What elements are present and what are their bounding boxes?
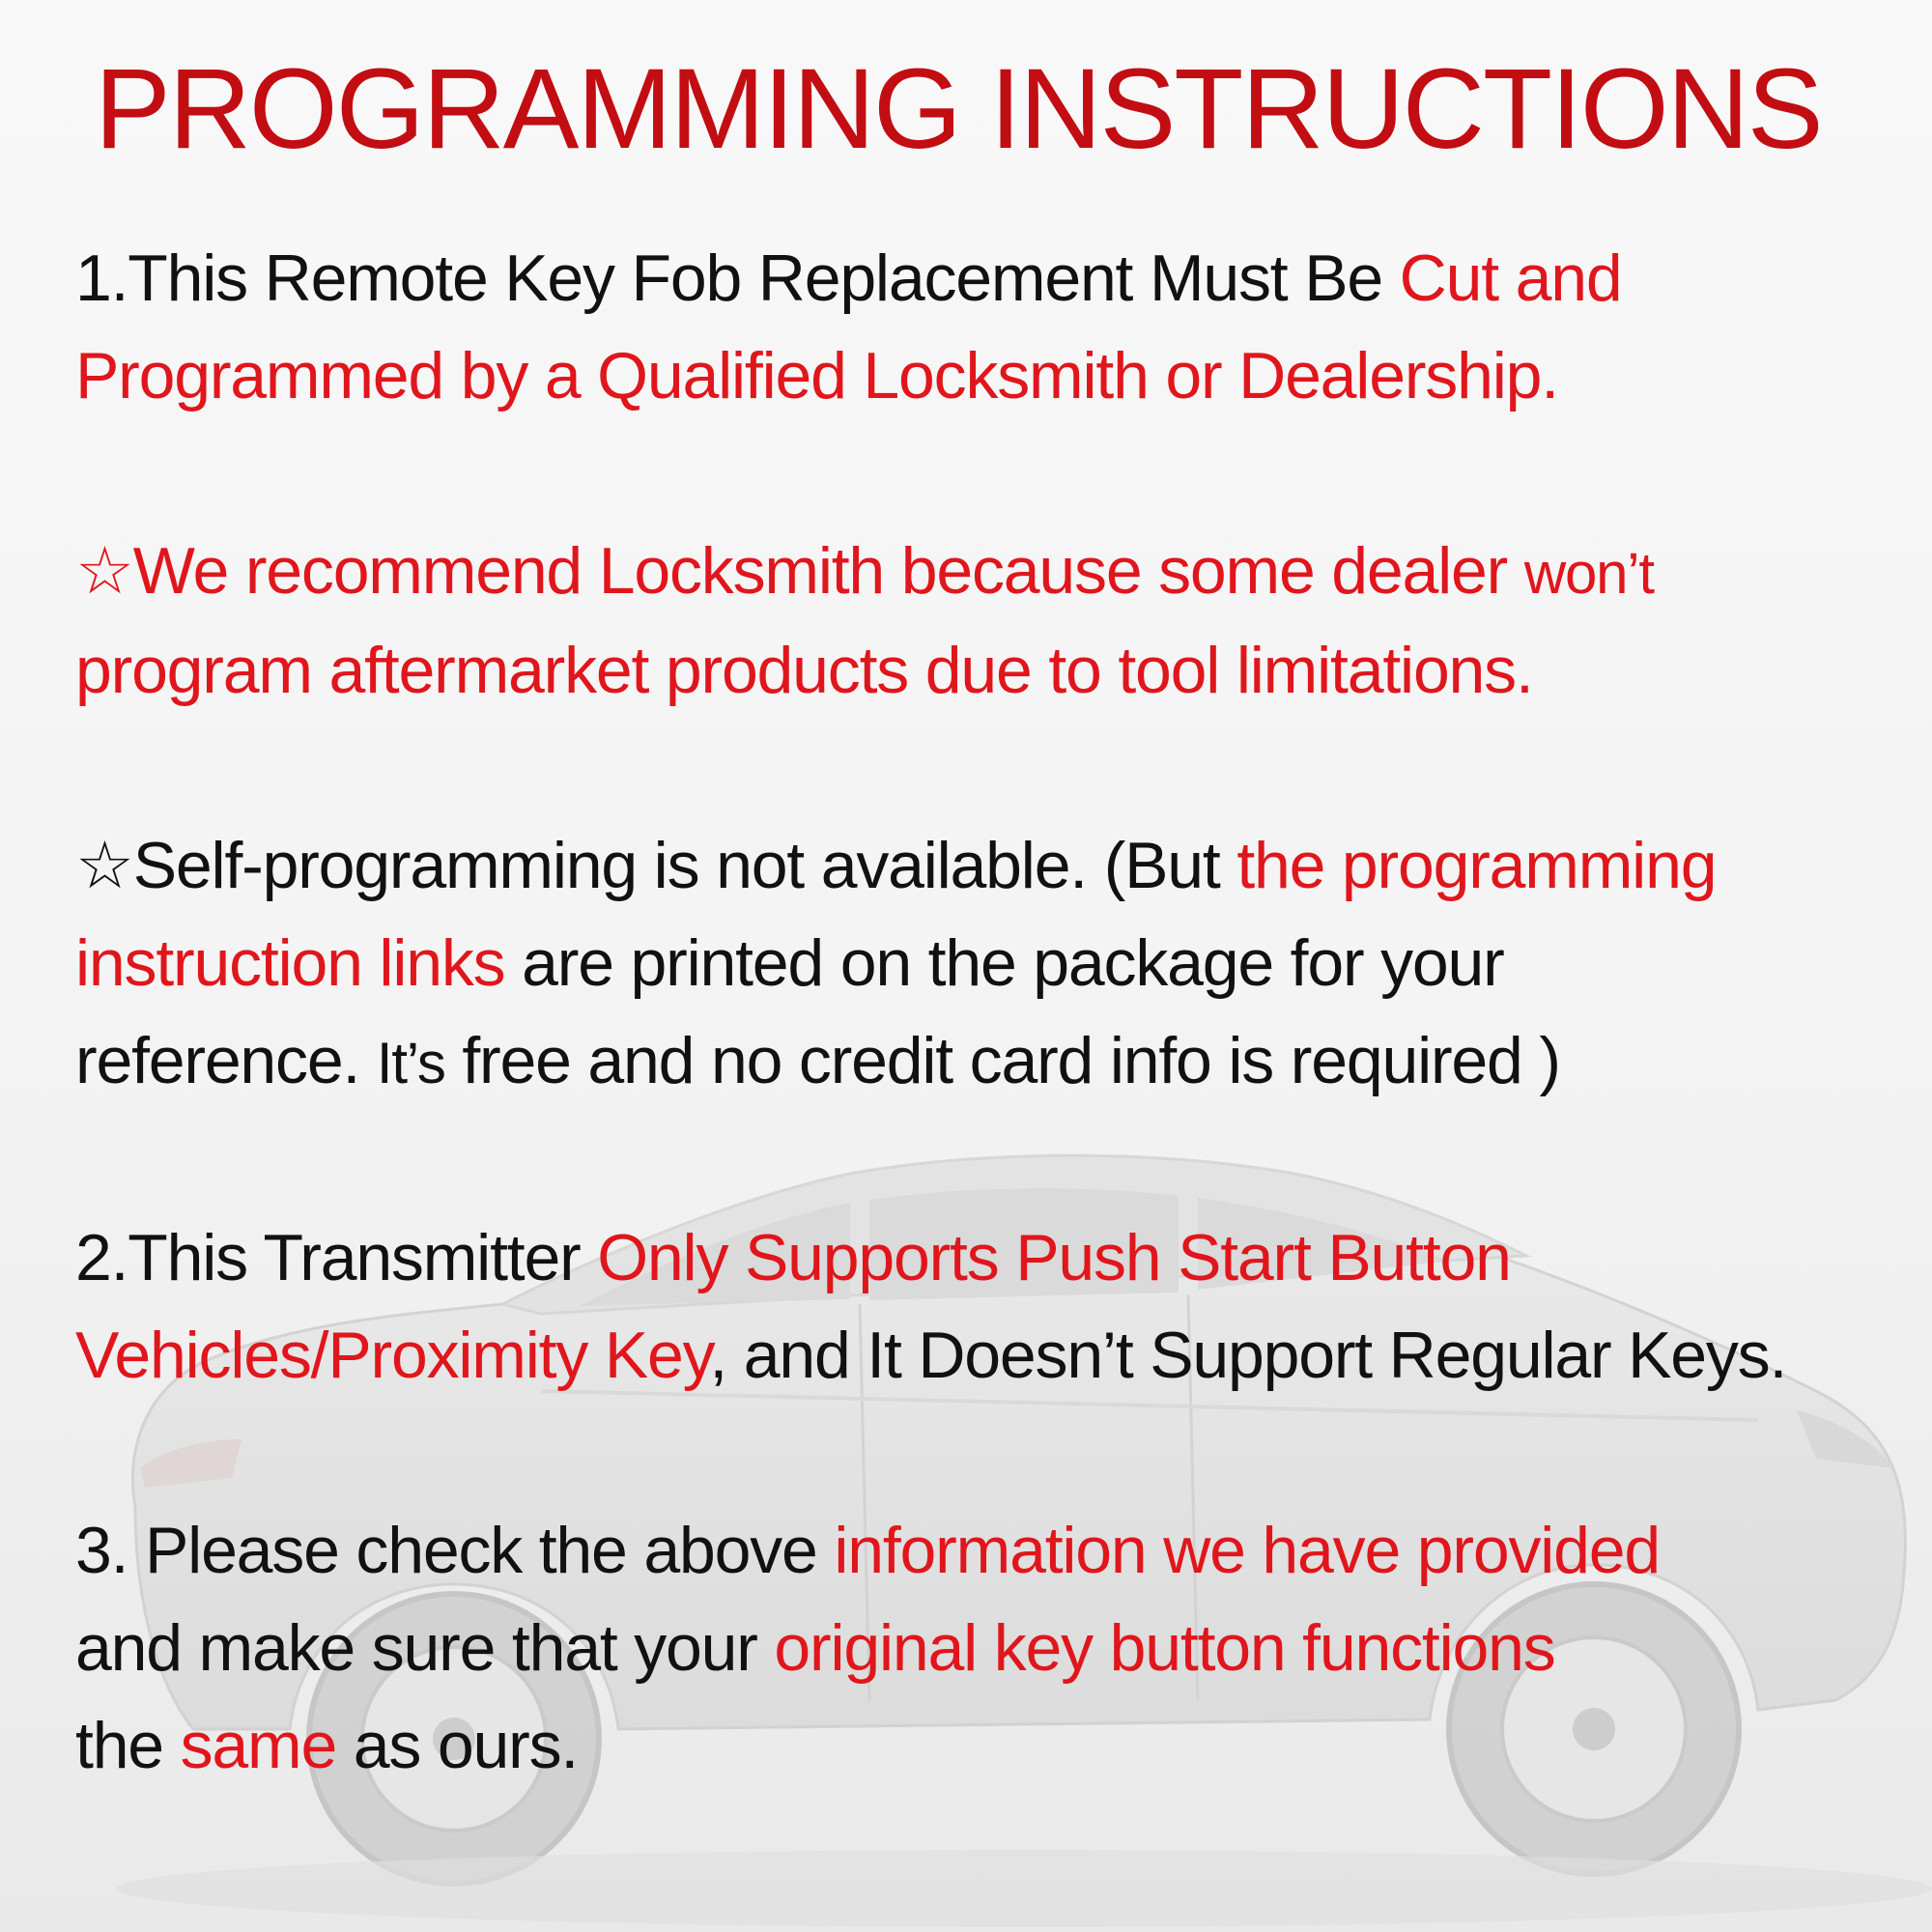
item1-highlight: Cut and: [1399, 242, 1622, 315]
locksmith-recommendation-note: [75, 523, 1891, 720]
note2-free-text: free and no credit card info is required ): [444, 1024, 1560, 1097]
item2-text: 2.This Transmitter: [75, 1221, 598, 1294]
note1-line-2: program aftermarket products due to tool limitations.: [75, 634, 1533, 707]
item3-end-text: as ours.: [336, 1709, 579, 1782]
item3-highlight: information we have provided: [834, 1514, 1661, 1587]
instruction-item-2-line-2: [75, 1307, 1891, 1405]
note2-line-2: [75, 915, 1891, 1012]
item2-highlight-continued: Vehicles/Proximity Key: [75, 1319, 710, 1392]
note1-line-1: [75, 523, 1891, 622]
note2-line-1: [75, 817, 1891, 915]
note2-text-continued: are printed on the package for your: [504, 926, 1504, 1000]
item1-text: 1.This Remote Key Fob Replacement Must Be: [75, 242, 1400, 315]
item3-the-text: the: [75, 1709, 181, 1782]
note1-text-small: won’t: [1523, 541, 1654, 606]
page-title: PROGRAMMING INSTRUCTIONS: [95, 45, 1822, 173]
self-programming-note: [75, 817, 1891, 1112]
note2-highlight: the programming: [1236, 829, 1717, 902]
instructions-body: [75, 230, 1891, 1892]
item3-same-highlight: same: [180, 1709, 337, 1782]
item2-highlight: Only Supports Push Start Button: [597, 1221, 1511, 1294]
instruction-item-3-line-3: [75, 1697, 1891, 1795]
instruction-item-3-line-1: [75, 1502, 1891, 1600]
item1-highlight-continued: Programmed by a Qualified Locksmith or Dealership.: [75, 339, 1558, 412]
item3-text-continued: and make sure that your: [75, 1611, 775, 1685]
instruction-item-2: [75, 1209, 1891, 1405]
note2-its-text: It’s: [376, 1031, 445, 1095]
note1-text: We recommend Locksmith because some dealer: [132, 534, 1524, 608]
item2-text-continued: , and It Doesn’t Support Regular Keys.: [709, 1319, 1787, 1392]
instruction-item-3-line-2: [75, 1600, 1891, 1697]
instruction-item-1: [75, 230, 1891, 425]
instruction-item-1-line-1: [75, 230, 1891, 327]
instruction-item-3: [75, 1502, 1891, 1795]
note2-highlight-continued: instruction links: [75, 926, 505, 1000]
note2-line-3: [75, 1012, 1891, 1112]
item3-highlight-continued: original key button functions: [774, 1611, 1555, 1685]
star-icon: ☆: [75, 534, 133, 608]
note2-reference-text: reference.: [75, 1024, 377, 1097]
star-icon: ☆: [75, 829, 133, 902]
instruction-item-2-line-1: [75, 1209, 1891, 1307]
item3-text: 3. Please check the above: [75, 1514, 835, 1587]
note2-text: Self-programming is not available. (But: [132, 829, 1237, 902]
